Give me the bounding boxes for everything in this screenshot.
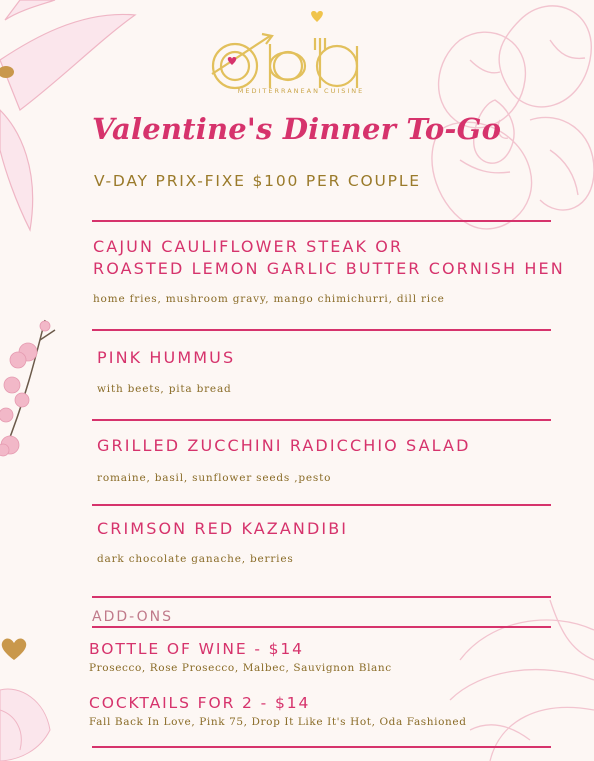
menu-item-description: dark chocolate ganache, berries [97,553,294,565]
divider [92,419,551,421]
divider [92,596,551,598]
divider [92,504,551,506]
page-title: Valentine's Dinner To-Go [92,112,502,146]
menu-item-title: GRILLED ZUCCHINI RADICCHIO SALAD [97,436,471,455]
menu-item-description: with beets, pita bread [97,383,232,395]
menu-item-title: CRIMSON RED KAZANDIBI [97,519,349,538]
cherry-blossom-branch-illustration [0,300,70,470]
logo-tagline: MEDITERRANEAN CUISINE [237,87,365,95]
menu-item-description: home fries, mushroom gravy, mango chimichurri, dill rice [93,293,445,305]
divider [92,626,551,628]
gold-heart-icon [0,636,28,662]
menu-item-title: PINK HUMMUS [97,348,236,367]
menu-item-title: ROASTED LEMON GARLIC BUTTER CORNISH HEN [93,259,565,278]
menu-item-description: romaine, basil, sunflower seeds ,pesto [97,472,332,484]
divider [92,746,551,748]
addons-heading: ADD-ONS [92,609,173,625]
bottom-right-flower-illustration [430,580,594,761]
price-subtitle: V-DAY PRIX-FIXE $100 PER COUPLE [94,172,421,190]
divider [92,329,551,331]
bottom-flower-illustration [0,680,60,761]
divider [92,220,551,222]
addon-description: Fall Back In Love, Pink 75, Drop It Like It's Hot, Oda Fashioned [89,716,467,728]
menu-item-title: CAJUN CAULIFLOWER STEAK OR [93,237,404,256]
addon-title: COCKTAILS FOR 2 - $14 [89,694,311,712]
addon-description: Prosecco, Rose Prosecco, Malbec, Sauvignon Blanc [89,662,392,674]
addon-title: BOTTLE OF WINE - $14 [89,640,304,658]
